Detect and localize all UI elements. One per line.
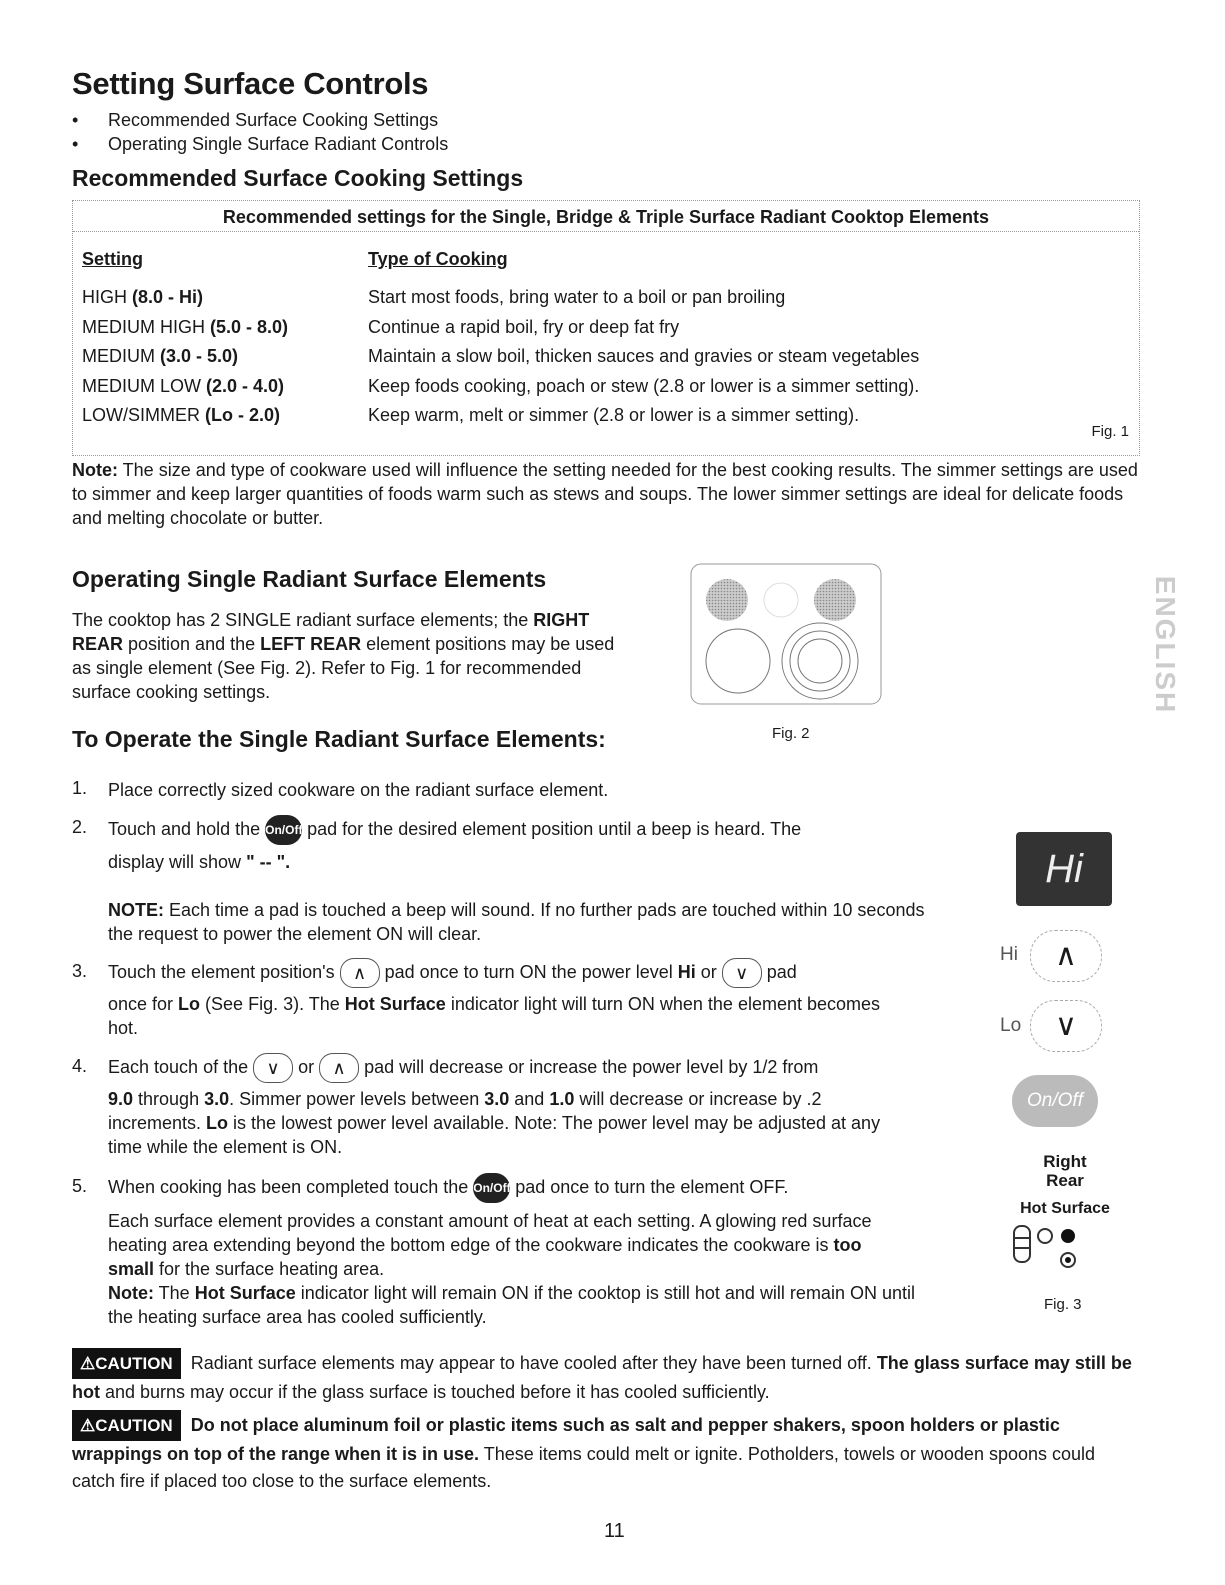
language-side-tab: ENGLISH <box>1150 575 1181 715</box>
table-row: LOW/SIMMER (Lo - 2.0) Keep warm, melt or simmer (2.8 or lower is a simmer setting). <box>82 405 860 425</box>
step-5-cont: Each surface element provides a constant amount of heat at each setting. A glowing red surface heating area extending beyond the bottom edge of the cookware indicates the cookware is too small for the surface heating area. <box>108 1211 872 1279</box>
step-2-note: NOTE: Each time a pad is touched a beep will sound. If no further pads are touched within 10 seconds the request to power the element ON will clear. <box>108 900 925 944</box>
toc-item: • Recommended Surface Cooking Settings <box>72 108 448 132</box>
display-panel: Hi <box>1016 832 1112 906</box>
caution-2: ⚠CAUTION Do not place aluminum foil or plastic items such as salt and pepper shakers, spoon holders or plastic wrappings on top of the range when it is in use. These items could melt or ignite. Potholders, towels or wooden spoons could catch fire if placed too close to the surface elements. <box>72 1410 1132 1495</box>
table-row: HIGH (8.0 - Hi) Start most foods, bring water to a boil or pan broiling <box>82 287 786 307</box>
warning-icon: ⚠ <box>80 1354 96 1373</box>
col-header-type: Type of Cooking <box>368 249 508 269</box>
col-header-setting: Setting <box>82 249 143 269</box>
step-number: 1. <box>72 778 88 798</box>
section-heading-operating: Operating Single Radiant Surface Elements <box>72 566 547 592</box>
table-row: MEDIUM LOW (2.0 - 4.0) Keep foods cooking, poach or stew (2.8 or lower is a simmer setting). <box>82 376 920 396</box>
intro-paragraph: The cooktop has 2 SINGLE radiant surface elements; the RIGHT REAR position and the LEFT REAR element positions may be used as single element (See Fig. 2). Refer to Fig. 1 for recommended surface cooking settings. <box>72 610 615 702</box>
fig-2-caption: Fig. 2 <box>772 725 810 742</box>
section-heading-recommended: Recommended Surface Cooking Settings <box>72 165 524 191</box>
right-rear-label: Right Rear <box>1043 1152 1087 1190</box>
hi-label: Hi <box>1000 944 1018 965</box>
toc-list <box>72 108 448 156</box>
page-title: Setting Surface Controls <box>72 66 429 101</box>
step-number: 3. <box>72 961 88 981</box>
table-title: Recommended settings for the Single, Bridge & Triple Surface Radiant Cooktop Elements <box>222 207 990 227</box>
step-number: 5. <box>72 1176 88 1196</box>
down-arrow-icon: ∨ <box>253 1053 293 1083</box>
hot-surface-label: Hot Surface <box>1020 1200 1110 1217</box>
onoff-pad-icon: On/Off <box>265 815 302 845</box>
up-arrow-icon: ∧ <box>1030 930 1102 982</box>
fig-3-caption: Fig. 3 <box>1044 1296 1082 1313</box>
step-5: When cooking has been completed touch the On/Off pad once to turn the element OFF. <box>108 1173 928 1203</box>
note-cookware: Note: The size and type of cookware used will influence the setting needed for the best cooking results. The simmer settings are used to simmer and keep larger quantities of foods warm such as stews and soups. The lower simmer settings are ideal for delicate foods and melting chocolate or butter. <box>72 460 1138 528</box>
down-arrow-icon: ∨ <box>1030 1000 1102 1052</box>
caution-badge: ⚠CAUTION <box>72 1348 181 1379</box>
table-row: MEDIUM (3.0 - 5.0) Maintain a slow boil, thicken sauces and gravies or steam vegetables <box>82 346 920 366</box>
step-number: 2. <box>72 817 88 837</box>
step-2: Touch and hold the On/Off pad for the desired element position until a beep is heard. The <box>108 815 928 845</box>
onoff-pad-icon: On/Off <box>473 1173 510 1203</box>
caution-1: ⚠CAUTION Radiant surface elements may appear to have cooled after they have been turned off. The glass surface may still be hot and burns may occur if the glass surface is touched before it has cooled sufficiently. <box>72 1348 1132 1406</box>
warning-icon: ⚠ <box>80 1416 96 1435</box>
toc-item: • Operating Single Surface Radiant Controls <box>72 132 448 156</box>
lo-label: Lo <box>1000 1015 1022 1036</box>
step-number: 4. <box>72 1056 88 1076</box>
section-heading-operate: To Operate the Single Radiant Surface Elements: <box>72 726 606 752</box>
divider <box>73 231 1139 232</box>
step-4: Each touch of the ∨ or ∧ pad will decrease or increase the power level by 1/2 from <box>108 1053 928 1083</box>
settings-table <box>72 200 1140 456</box>
step-5-note: Note: The Hot Surface indicator light will remain ON if the cooktop is still hot and will remain ON until the heating surface area has cooled sufficiently. <box>108 1283 915 1327</box>
fig-1-caption: Fig. 1 <box>1091 423 1129 440</box>
step-1: Place correctly sized cookware on the radiant surface element. <box>108 780 609 800</box>
down-arrow-icon: ∨ <box>722 958 762 988</box>
step-2-cont: display will show " -- ". <box>108 852 291 872</box>
step-3-cont: once for Lo (See Fig. 3). The Hot Surface indicator light will turn ON when the element becomes hot. <box>108 994 881 1038</box>
page-number: 11 <box>604 1520 625 1542</box>
element-indicator-icon <box>1012 1222 1092 1272</box>
caution-badge: ⚠CAUTION <box>72 1410 181 1441</box>
table-row: MEDIUM HIGH (5.0 - 8.0) Continue a rapid boil, fry or deep fat fry <box>82 317 680 337</box>
onoff-pad-icon: On/Off <box>1012 1075 1098 1127</box>
step-3: Touch the element position's ∧ pad once to turn ON the power level Hi or ∨ pad <box>108 958 928 988</box>
step-4-cont: 9.0 through 3.0. Simmer power levels between 3.0 and 1.0 will decrease or increase by .2 increments. Lo is the lowest power level available. Note: The power level may be adjusted at any time while the element is ON. <box>108 1089 881 1157</box>
up-arrow-icon: ∧ <box>319 1053 359 1083</box>
up-arrow-icon: ∧ <box>340 958 380 988</box>
cooktop-illustration <box>690 563 882 705</box>
